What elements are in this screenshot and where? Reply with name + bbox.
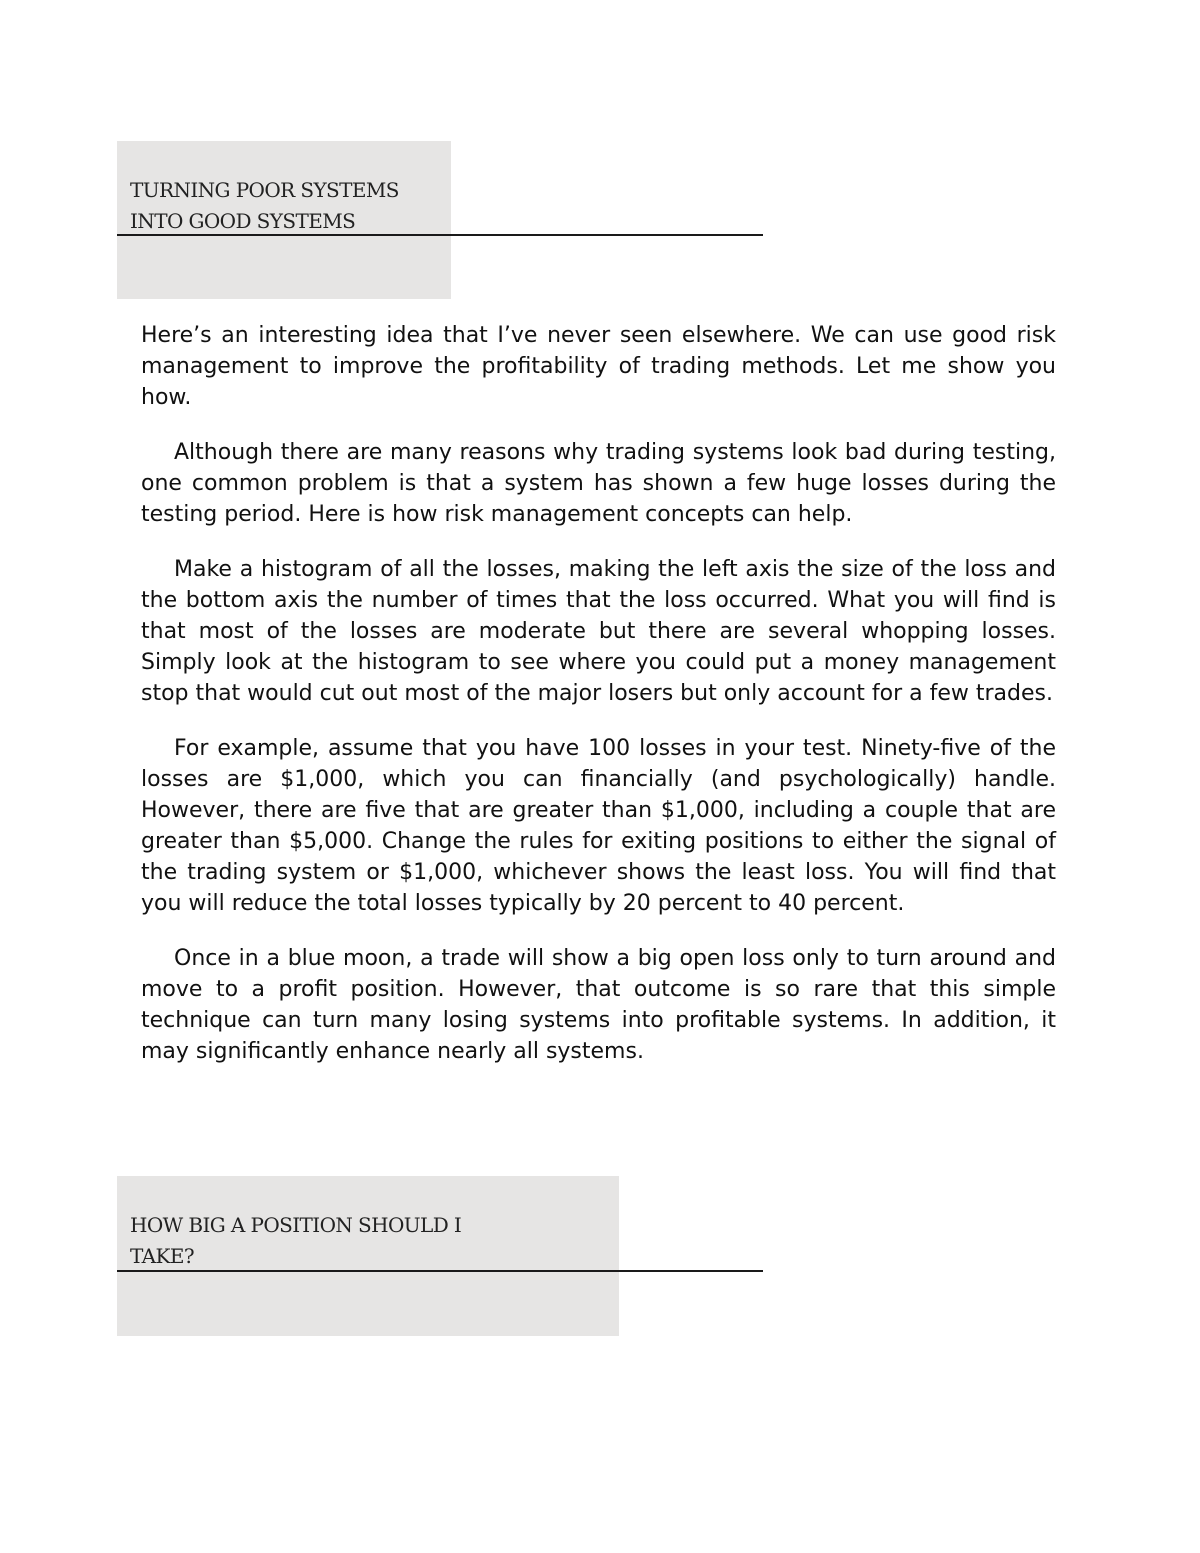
- section-heading-position-size: [130, 1210, 510, 1272]
- section-heading-line: TAKE?: [130, 1244, 194, 1268]
- body-text: [141, 320, 1056, 1091]
- heading-underline-rule: [117, 1270, 763, 1272]
- heading-underline-rule: [117, 234, 763, 236]
- paragraph: For example, assume that you have 100 losses in your test. Ninety-five of the losses are $1,000, which you can financially (and psychologically) handle. However, there are five that are greater than $1,000, including a couple that are greater than $5,000. Change the rules for exiting positions to either the signal of the trading system or $1,000, whichever shows the least loss. You will find that you will reduce the total losses typically by 20 percent to 40 percent.: [141, 736, 1056, 916]
- section-heading-line: HOW BIG A POSITION SHOULD I: [130, 1213, 462, 1237]
- section-heading-line: TURNING POOR SYSTEMS: [130, 178, 399, 202]
- paragraph: Here’s an interesting idea that I’ve never seen elsewhere. We can use good risk management to improve the profitability of trading methods. Let me show you how.: [141, 323, 1056, 410]
- paragraph: Although there are many reasons why trading systems look bad during testing, one common problem is that a system has shown a few huge losses during the testing period. Here is how risk management concepts can help.: [141, 440, 1056, 527]
- paragraph: Once in a blue moon, a trade will show a big open loss only to turn around and move to a profit position. However, that outcome is so rare that this simple technique can turn many losing systems into profitable systems. In addition, it may significantly enhance nearly all systems.: [141, 946, 1056, 1064]
- section-heading-turning-poor-systems: [130, 175, 450, 237]
- section-heading-line: INTO GOOD SYSTEMS: [130, 209, 356, 233]
- paragraph: Make a histogram of all the losses, making the left axis the size of the loss and the bottom axis the number of times that the loss occurred. What you will find is that most of the losses are moderate but there are several whopping losses. Simply look at the histogram to see where you could put a money management stop that would cut out most of the major losers but only account for a few trades.: [141, 557, 1056, 706]
